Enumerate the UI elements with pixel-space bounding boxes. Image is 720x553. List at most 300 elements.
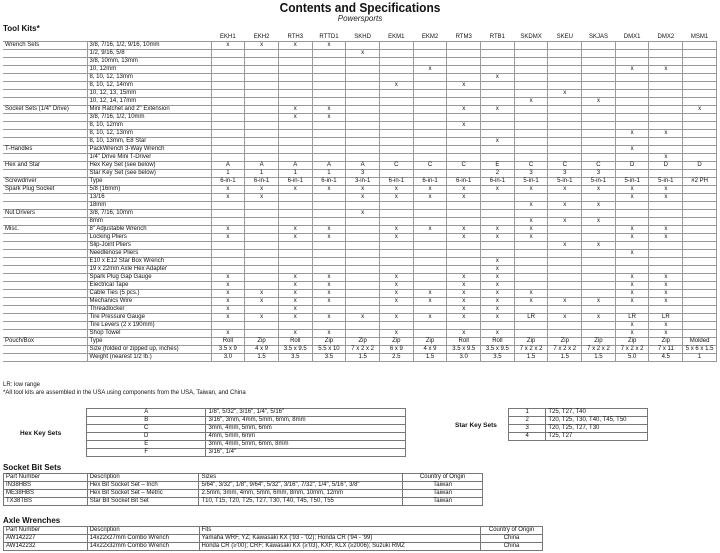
table-cell: x <box>211 226 245 234</box>
row-category: Hex and Star <box>3 162 87 170</box>
table-cell <box>346 274 380 282</box>
table-cell <box>582 82 616 90</box>
table-cell: x <box>379 290 413 298</box>
table-cell <box>548 210 582 218</box>
table-cell <box>582 42 616 50</box>
table-cell: x <box>615 274 649 282</box>
table-row <box>4 543 543 551</box>
table-cell: x <box>649 274 683 282</box>
table-cell: x <box>649 186 683 194</box>
table-cell: x <box>615 226 649 234</box>
table-cell <box>683 242 717 250</box>
table-cell: 3.5 x 9.5 <box>278 346 312 354</box>
table-cell <box>481 194 515 202</box>
table-cell: x <box>312 274 346 282</box>
table-cell <box>312 122 346 130</box>
row-category <box>3 90 87 98</box>
table-cell <box>548 50 582 58</box>
table-cell: x <box>649 130 683 138</box>
table-cell <box>683 218 717 226</box>
table-cell: x <box>379 314 413 322</box>
table-cell: LR <box>615 314 649 322</box>
table-cell <box>312 202 346 210</box>
table-cell <box>649 266 683 274</box>
table-cell <box>683 170 717 178</box>
table-cell <box>649 58 683 66</box>
table-cell: 7 x 2 x 2 <box>582 346 616 354</box>
table-cell <box>683 266 717 274</box>
table-cell <box>649 122 683 130</box>
table-cell <box>447 154 481 162</box>
table-cell <box>312 98 346 106</box>
table-cell <box>683 322 717 330</box>
table-cell: x <box>312 290 346 298</box>
set-sizes: 3/16", 3mm, 4mm, 5mm, 6mm, 8mm <box>206 417 406 425</box>
table-cell <box>245 106 279 114</box>
table-cell <box>413 146 447 154</box>
table-cell: Zip <box>548 338 582 346</box>
table-cell <box>683 146 717 154</box>
row-item: Threadlocker <box>87 306 211 314</box>
table-cell <box>683 210 717 218</box>
table-cell <box>548 330 582 338</box>
table-cell <box>615 202 649 210</box>
table-cell: 1.5 <box>514 354 548 362</box>
set-sizes: 3mm, 4mm, 5mm, 6mm <box>206 425 406 433</box>
table-cell <box>683 90 717 98</box>
table-cell: x <box>346 194 380 202</box>
table-cell <box>346 298 380 306</box>
table-cell <box>548 250 582 258</box>
table-row <box>3 66 717 74</box>
table-cell <box>649 106 683 114</box>
table-cell: 4 x 9 <box>413 346 447 354</box>
table-cell <box>548 274 582 282</box>
table-cell <box>548 322 582 330</box>
table-cell: x <box>548 242 582 250</box>
table-cell: x <box>447 186 481 194</box>
table-cell <box>379 74 413 82</box>
table-cell <box>649 250 683 258</box>
table-cell: 5-in-1 <box>582 178 616 186</box>
table-cell <box>582 210 616 218</box>
table-cell <box>582 146 616 154</box>
row-item: 8, 10, 12, 13mm <box>87 74 211 82</box>
table-cell: China <box>481 543 543 551</box>
table-cell <box>413 250 447 258</box>
table-cell: x <box>447 106 481 114</box>
table-cell <box>211 106 245 114</box>
table-cell <box>582 250 616 258</box>
table-cell <box>245 226 279 234</box>
kit-column-header: SKDMX <box>520 34 542 40</box>
row-item: Mini Ratchet and 2" Extension <box>87 106 211 114</box>
table-cell <box>278 98 312 106</box>
table-cell: x <box>211 314 245 322</box>
table-cell: T10, T15, T20, T25, T27, T30, T40, T45, T50, T55 <box>199 498 403 506</box>
table-cell: 5.5 x 10 <box>312 346 346 354</box>
table-row <box>87 409 406 417</box>
table-cell: x <box>582 202 616 210</box>
table-cell <box>379 242 413 250</box>
table-cell: x <box>447 290 481 298</box>
table-cell <box>683 226 717 234</box>
table-cell: Roll <box>278 338 312 346</box>
table-cell: x <box>245 298 279 306</box>
kit-column-header: RTTD1 <box>319 34 339 40</box>
column-header: Fits <box>199 527 481 535</box>
table-cell <box>346 290 380 298</box>
table-cell: x <box>278 234 312 242</box>
table-cell <box>548 154 582 162</box>
row-category <box>3 122 87 130</box>
table-cell <box>481 130 515 138</box>
row-category <box>3 298 87 306</box>
table-cell <box>346 114 380 122</box>
table-row <box>3 90 717 98</box>
table-cell <box>514 282 548 290</box>
table-cell: x <box>447 194 481 202</box>
table-cell <box>312 266 346 274</box>
table-row <box>3 338 717 346</box>
kit-column-header: EKH1 <box>220 34 236 40</box>
table-cell <box>245 146 279 154</box>
table-cell: x <box>312 298 346 306</box>
table-cell <box>649 42 683 50</box>
table-row <box>3 138 717 146</box>
table-cell <box>211 122 245 130</box>
table-cell: Taiwan <box>403 498 483 506</box>
table-cell <box>649 202 683 210</box>
row-item: 8mm <box>87 218 211 226</box>
table-row <box>509 425 648 433</box>
table-cell: Zip <box>379 338 413 346</box>
table-cell <box>245 90 279 98</box>
row-category <box>3 98 87 106</box>
row-category: Nut Drivers <box>3 210 87 218</box>
table-cell: x <box>346 210 380 218</box>
set-sizes: T25, T27 <box>546 433 648 441</box>
table-cell: x <box>481 290 515 298</box>
table-cell: 1 <box>245 170 279 178</box>
table-cell <box>312 154 346 162</box>
table-cell <box>582 234 616 242</box>
table-cell: x <box>312 186 346 194</box>
table-cell <box>514 250 548 258</box>
table-cell: #2 PH <box>683 178 717 186</box>
table-cell: 1.5 <box>245 354 279 362</box>
table-cell: Zip <box>245 338 279 346</box>
table-cell <box>346 154 380 162</box>
table-cell <box>245 218 279 226</box>
table-cell: 3.5 x 9 <box>211 346 245 354</box>
table-cell: x <box>447 330 481 338</box>
table-cell <box>278 138 312 146</box>
table-cell <box>582 258 616 266</box>
table-cell: D <box>683 162 717 170</box>
table-cell: E <box>481 162 515 170</box>
table-cell: 5-in-1 <box>514 178 548 186</box>
table-cell: x <box>278 290 312 298</box>
row-category <box>3 266 87 274</box>
row-item: Mechanics Wire <box>87 298 211 306</box>
table-cell <box>615 50 649 58</box>
table-cell: x <box>514 186 548 194</box>
table-cell <box>346 98 380 106</box>
table-cell <box>649 82 683 90</box>
table-cell: x <box>481 138 515 146</box>
table-cell: x <box>245 42 279 50</box>
table-cell <box>346 226 380 234</box>
table-row <box>3 274 717 282</box>
table-cell <box>413 74 447 82</box>
table-cell: x <box>514 218 548 226</box>
table-cell <box>548 138 582 146</box>
table-cell <box>514 266 548 274</box>
table-cell: x <box>514 202 548 210</box>
table-cell <box>211 146 245 154</box>
table-cell <box>447 66 481 74</box>
kit-column-header: RTH3 <box>287 34 304 40</box>
table-cell <box>615 242 649 250</box>
row-item: 19 x 22mm Axle Hex Adapter <box>87 266 211 274</box>
table-cell: A <box>278 162 312 170</box>
table-cell: 1.5 <box>582 354 616 362</box>
table-cell <box>346 138 380 146</box>
table-cell <box>312 306 346 314</box>
table-cell <box>615 210 649 218</box>
table-cell <box>615 154 649 162</box>
table-cell <box>245 58 279 66</box>
table-cell: x <box>278 314 312 322</box>
kit-column-header: SKHD <box>354 34 371 40</box>
table-cell <box>683 58 717 66</box>
table-cell: A <box>312 162 346 170</box>
table-cell <box>447 90 481 98</box>
table-cell: Zip <box>615 338 649 346</box>
table-cell <box>413 154 447 162</box>
table-cell <box>514 146 548 154</box>
row-category <box>3 306 87 314</box>
table-cell: A <box>346 162 380 170</box>
table-cell: x <box>447 298 481 306</box>
table-cell: x <box>379 82 413 90</box>
table-cell: x <box>481 330 515 338</box>
table-row <box>87 425 406 433</box>
table-cell <box>582 58 616 66</box>
table-cell <box>683 250 717 258</box>
table-cell: 3.0 <box>447 354 481 362</box>
column-header: Sizes <box>199 474 403 482</box>
table-cell: x <box>649 322 683 330</box>
table-cell <box>548 98 582 106</box>
table-cell: 6 x 9 <box>379 346 413 354</box>
table-cell <box>278 210 312 218</box>
table-row <box>87 441 406 449</box>
table-cell: x <box>481 74 515 82</box>
row-item: Shop Towel <box>87 330 211 338</box>
table-cell <box>582 50 616 58</box>
table-cell: x <box>278 106 312 114</box>
table-cell <box>514 122 548 130</box>
table-cell <box>514 74 548 82</box>
table-cell <box>582 154 616 162</box>
table-cell: Zip <box>582 338 616 346</box>
table-cell <box>312 250 346 258</box>
table-cell: 6-in-1 <box>447 178 481 186</box>
table-cell <box>245 122 279 130</box>
column-header: Country of Origin <box>403 474 483 482</box>
table-row <box>3 266 717 274</box>
table-cell <box>278 258 312 266</box>
table-cell <box>245 234 279 242</box>
set-key: A <box>87 409 206 417</box>
row-item: Star Key Set (see below) <box>87 170 211 178</box>
table-row <box>3 162 717 170</box>
table-cell <box>514 210 548 218</box>
table-cell: x <box>447 314 481 322</box>
table-cell: Zip <box>312 338 346 346</box>
table-cell: x <box>514 226 548 234</box>
table-cell: x <box>649 226 683 234</box>
table-cell: Hex Bit Socket Set – Metric <box>87 490 199 498</box>
table-cell <box>649 74 683 82</box>
table-cell: x <box>413 298 447 306</box>
table-cell: x <box>379 186 413 194</box>
table-cell <box>649 258 683 266</box>
table-cell <box>245 258 279 266</box>
table-cell: 7 x 2 x 2 <box>615 346 649 354</box>
row-item: Tire Levers (2 x 190mm) <box>87 322 211 330</box>
table-cell: x <box>548 90 582 98</box>
table-cell <box>582 122 616 130</box>
table-cell: x <box>615 322 649 330</box>
row-item: 18mm <box>87 202 211 210</box>
row-item: 10, 12mm <box>87 66 211 74</box>
table-cell <box>312 82 346 90</box>
table-cell: x <box>346 50 380 58</box>
table-cell: Zip <box>346 338 380 346</box>
table-cell: x <box>379 234 413 242</box>
table-cell: x <box>379 298 413 306</box>
table-cell <box>481 98 515 106</box>
table-cell <box>413 218 447 226</box>
table-cell: x <box>447 282 481 290</box>
row-item: Type <box>87 338 211 346</box>
tool-kits-table <box>3 34 717 362</box>
row-item: 3/8, 7/16, 1/2, 10mm <box>87 114 211 122</box>
table-cell: x <box>615 234 649 242</box>
set-key: 3 <box>509 425 546 433</box>
table-cell: D <box>615 162 649 170</box>
table-row <box>3 106 717 114</box>
table-cell <box>514 82 548 90</box>
table-row <box>3 98 717 106</box>
table-cell: x <box>211 298 245 306</box>
table-cell <box>379 66 413 74</box>
table-cell <box>548 114 582 122</box>
table-cell <box>514 242 548 250</box>
table-cell: x <box>548 314 582 322</box>
row-category <box>3 58 87 66</box>
row-item: 8" Adjustable Wrench <box>87 226 211 234</box>
table-cell: x <box>379 330 413 338</box>
set-sizes: 1/8", 5/32", 3/16", 1/4", 5/16" <box>206 409 406 417</box>
table-cell <box>447 98 481 106</box>
table-cell: x <box>649 282 683 290</box>
table-cell <box>615 98 649 106</box>
table-cell: LR <box>514 314 548 322</box>
table-row <box>3 218 717 226</box>
table-cell <box>312 50 346 58</box>
table-cell: Zip <box>514 338 548 346</box>
table-cell <box>245 98 279 106</box>
low-range-note: LR: low range <box>3 382 41 388</box>
table-cell <box>481 42 515 50</box>
column-header: Part Number <box>4 474 88 482</box>
table-cell: China <box>481 535 543 543</box>
column-header: Description <box>87 527 199 535</box>
row-item: 3/8, 7/16, 10mm <box>87 210 211 218</box>
table-row <box>3 210 717 218</box>
table-row <box>3 290 717 298</box>
table-cell: 5/64", 3/32", 1/8", 9/64", 5/32", 3/16", 7/32", 1/4", 5/16", 3/8" <box>199 482 403 490</box>
table-cell <box>413 322 447 330</box>
table-cell <box>548 130 582 138</box>
table-cell <box>211 258 245 266</box>
table-cell <box>346 42 380 50</box>
table-row <box>3 170 717 178</box>
table-cell <box>514 130 548 138</box>
table-cell: x <box>514 290 548 298</box>
table-cell: 3.0 <box>211 354 245 362</box>
table-cell: 14x22x32mm Combo Wrench <box>87 543 199 551</box>
table-cell <box>278 90 312 98</box>
table-cell <box>548 306 582 314</box>
table-cell <box>413 258 447 266</box>
table-cell <box>514 90 548 98</box>
tool-kits-heading: Tool Kits* <box>3 24 40 33</box>
table-cell: C <box>379 162 413 170</box>
table-cell <box>447 146 481 154</box>
table-cell <box>278 322 312 330</box>
table-cell: ME38HBS <box>4 490 88 498</box>
table-cell <box>211 130 245 138</box>
header-spacer <box>87 34 211 42</box>
table-cell <box>481 90 515 98</box>
row-item: Locking Pliers <box>87 234 211 242</box>
table-cell: x <box>211 306 245 314</box>
table-row <box>3 242 717 250</box>
table-cell: x <box>481 298 515 306</box>
table-cell: 7 x 2 x 2 <box>346 346 380 354</box>
table-row <box>3 354 717 362</box>
table-cell: 5.0 <box>615 354 649 362</box>
table-cell <box>649 242 683 250</box>
table-cell <box>514 330 548 338</box>
table-cell <box>582 266 616 274</box>
table-cell: x <box>615 290 649 298</box>
table-cell <box>615 138 649 146</box>
table-cell <box>548 122 582 130</box>
table-row <box>3 194 717 202</box>
table-cell: x <box>514 298 548 306</box>
row-category <box>3 170 87 178</box>
kit-column-header: RTB1 <box>489 34 505 40</box>
table-cell: x <box>278 306 312 314</box>
table-cell: x <box>346 186 380 194</box>
table-cell <box>346 130 380 138</box>
